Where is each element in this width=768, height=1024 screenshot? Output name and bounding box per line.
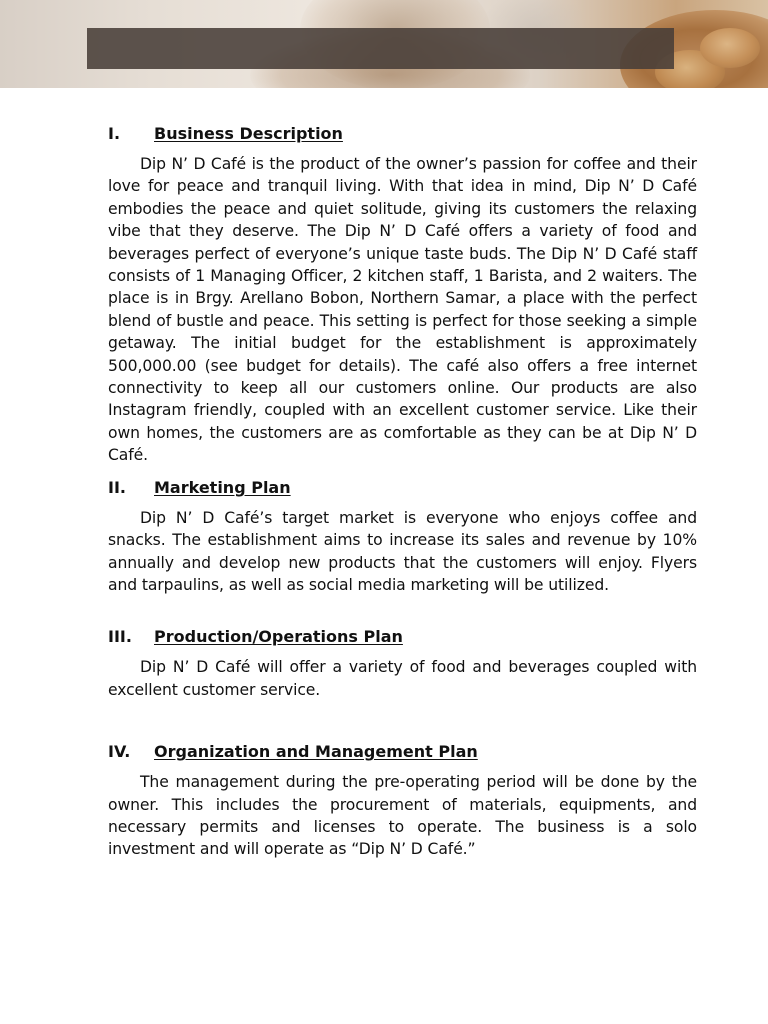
section-heading: [108, 477, 697, 499]
section-paragraph: Dip N’ D Café is the product of the owner’s passion for coffee and their love for peace and tranquil living. With that idea in mind, Dip N’ D Café embodies the peace and quiet solitude, giving its customers the relaxing vibe that they deserve. The Dip N’ D Café offers a variety of food and beverages perfect of everyone’s unique taste buds. The Dip N’ D Café staff consists of 1 Managing Officer, 2 kitchen staff, 1 Barista, and 2 waiters. The place is in Brgy. Arellano Bobon, Northern Samar, a place with the perfect blend of bustle and peace. This setting is perfect for those seeking a simple getaway. The initial budget for the establishment is approximately 500,000.00 (see budget for details). The café also offers a free internet connectivity to keep all our customers online. Our products are also Instagram friendly, coupled with an excellent customer service. Like their own homes, the customers are as comfortable as they can be at Dip N’ D Café.: [108, 155, 697, 465]
section-number: IV.: [108, 742, 131, 762]
section-paragraph: The management during the pre-operating period will be done by the owner. This includes the procurement of materials, equipments, and necessary permits and licenses to operate. The business is a solo investment and will operate as “Dip N’ D Café.”: [108, 773, 697, 859]
section-paragraph: Dip N’ D Café will offer a variety of food and beverages coupled with excellent customer service.: [108, 658, 697, 699]
cookie-image: [700, 28, 760, 68]
section-title: Marketing Plan: [154, 477, 291, 497]
section-title: Business Description: [154, 124, 343, 143]
section-number: III.: [108, 627, 132, 647]
document-body: [108, 123, 697, 861]
section-paragraph: Dip N’ D Café’s target market is everyone who enjoys coffee and snacks. The establishment aims to increase its sales and revenue by 10% annually and develop new products that the customers will enjoy. Flyers and tarpaulins, as well as social media marketing will be utilized.: [108, 508, 697, 594]
section-heading: [108, 626, 697, 648]
section-heading: [108, 123, 697, 145]
title-band: [87, 28, 674, 69]
section-number: I.: [108, 124, 121, 143]
section-number: II.: [108, 477, 126, 497]
section-heading: [108, 741, 697, 763]
section-title: Production/Operations Plan: [154, 627, 403, 647]
section-title: Organization and Management Plan: [154, 742, 478, 762]
